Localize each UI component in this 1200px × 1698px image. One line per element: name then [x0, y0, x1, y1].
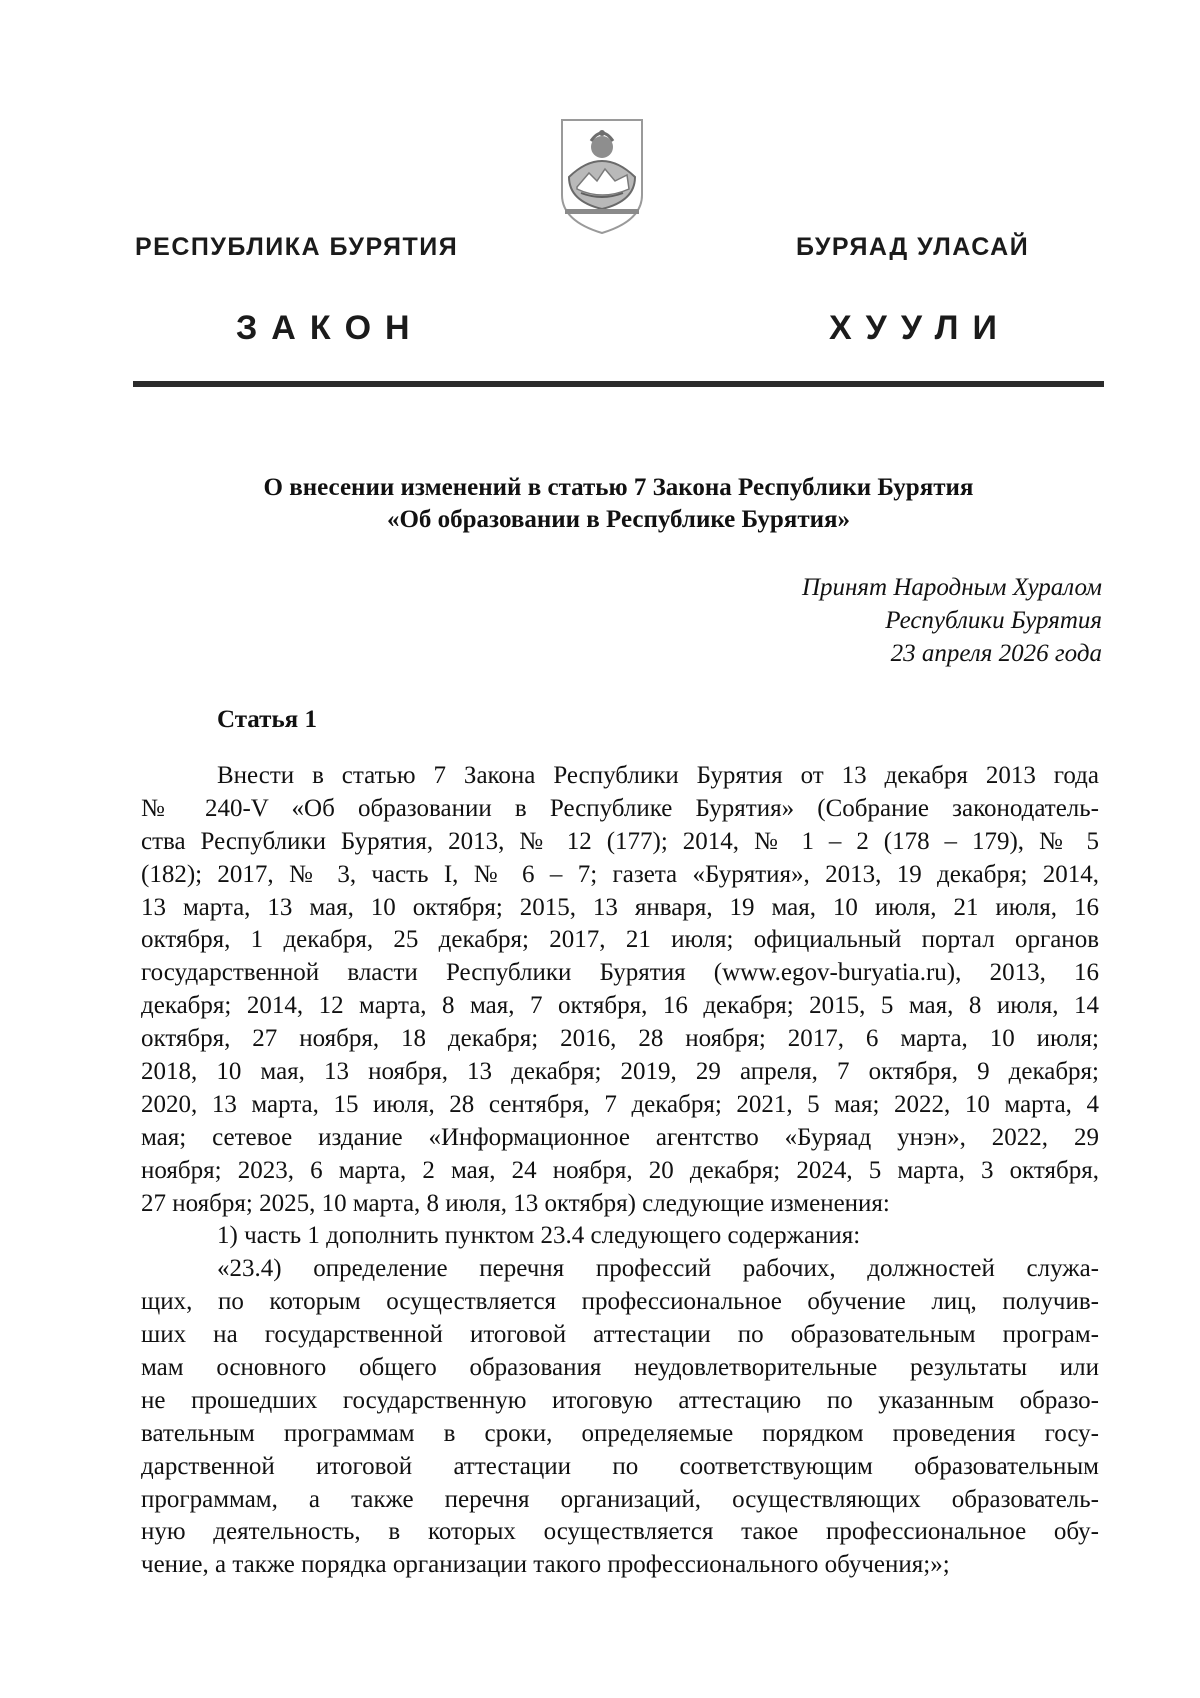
- body-line: 1) часть 1 дополнить пунктом 23.4 следующего содержания:: [217, 1222, 861, 1250]
- adoption-date: 23 апреля 2026 года: [890, 640, 1102, 667]
- law-label-russian: ЗАКОН: [236, 309, 424, 347]
- document-title-line-1: О внесении изменений в статью 7 Закона Республики Бурятия: [263, 474, 974, 501]
- adoption-note-line-2: Республики Бурятия: [885, 607, 1102, 634]
- law-label-buryat: ХУУЛИ: [829, 309, 1011, 347]
- body-line: не прошедших государственную итоговую аттестацию по указанным образо-: [141, 1386, 1099, 1414]
- body-line: мая; сетевое издание «Информационное агентство «Буряад унэн», 2022, 29: [141, 1123, 1099, 1151]
- body-line: 13 марта, 13 мая, 10 октября; 2015, 13 января, 19 мая, 10 июля, 21 июля, 16: [141, 893, 1099, 921]
- header-divider: [133, 381, 1104, 387]
- article-heading: Статья 1: [217, 706, 317, 733]
- republic-name-buryat: БУРЯАД УЛАСАЙ: [796, 233, 1030, 261]
- body-line: «23.4) определение перечня профессий рабочих, должностей служа-: [217, 1255, 1099, 1283]
- body-line: мам основного общего образования неудовлетворительные результаты или: [141, 1354, 1099, 1382]
- body-line: ноября; 2023, 6 марта, 2 мая, 24 ноября, 20 декабря; 2024, 5 марта, 3 октября,: [141, 1156, 1099, 1184]
- body-line: 2020, 13 марта, 15 июля, 28 сентября, 7 декабря; 2021, 5 мая; 2022, 10 марта, 4: [141, 1090, 1099, 1118]
- republic-name-russian: РЕСПУБЛИКА БУРЯТИЯ: [135, 233, 459, 261]
- body-line: вательным программам в сроки, определяемые порядком проведения госу-: [141, 1419, 1099, 1447]
- coat-of-arms-emblem: [559, 117, 645, 235]
- body-line: программам, а также перечня организаций, осуществляющих образователь-: [141, 1485, 1099, 1513]
- body-line: декабря; 2014, 12 марта, 8 мая, 7 октября, 16 декабря; 2015, 5 мая, 8 июля, 14: [141, 992, 1099, 1020]
- article-body: [141, 760, 1099, 1582]
- body-line: ства Республики Бурятия, 2013, № 12 (177); 2014, № 1 – 2 (178 – 179), № 5: [141, 827, 1099, 855]
- body-line: октября, 27 ноября, 18 декабря; 2016, 28 ноября; 2017, 6 марта, 10 июля;: [141, 1025, 1099, 1053]
- body-line: дарственной итоговой аттестации по соответствующим образовательным: [141, 1452, 1099, 1480]
- body-line: (182); 2017, № 3, часть I, № 6 – 7; газета «Бурятия», 2013, 19 декабря; 2014,: [141, 860, 1099, 888]
- body-line: Внести в статью 7 Закона Республики Бурятия от 13 декабря 2013 года: [217, 762, 1099, 789]
- body-line: государственной власти Республики Бурятия (www.egov-buryatia.ru), 2013, 16: [141, 959, 1099, 987]
- body-line: № 240-V «Об образовании в Республике Бурятия» (Собрание законодатель-: [141, 794, 1099, 822]
- body-line: ших на государственной итоговой аттестации по образовательным програм-: [141, 1321, 1099, 1349]
- body-line: 27 ноября; 2025, 10 марта, 8 июля, 13 октября) следующие изменения:: [141, 1189, 890, 1217]
- body-line: чение, а также порядка организации такого профессионального обучения;»;: [141, 1551, 950, 1579]
- body-line: ную деятельность, в которых осуществляется такое профессиональное обу-: [141, 1518, 1099, 1546]
- adoption-note-line-1: Принят Народным Хуралом: [801, 574, 1102, 601]
- body-line: октября, 1 декабря, 25 декабря; 2017, 21 июля; официальный портал органов: [141, 926, 1099, 954]
- document-title-line-2: «Об образовании в Республике Бурятия»: [386, 506, 851, 533]
- body-line: 2018, 10 мая, 13 ноября, 13 декабря; 2019, 29 апреля, 7 октября, 9 декабря;: [141, 1058, 1099, 1086]
- body-line: щих, по которым осуществляется профессиональное обучение лиц, получив-: [141, 1288, 1099, 1316]
